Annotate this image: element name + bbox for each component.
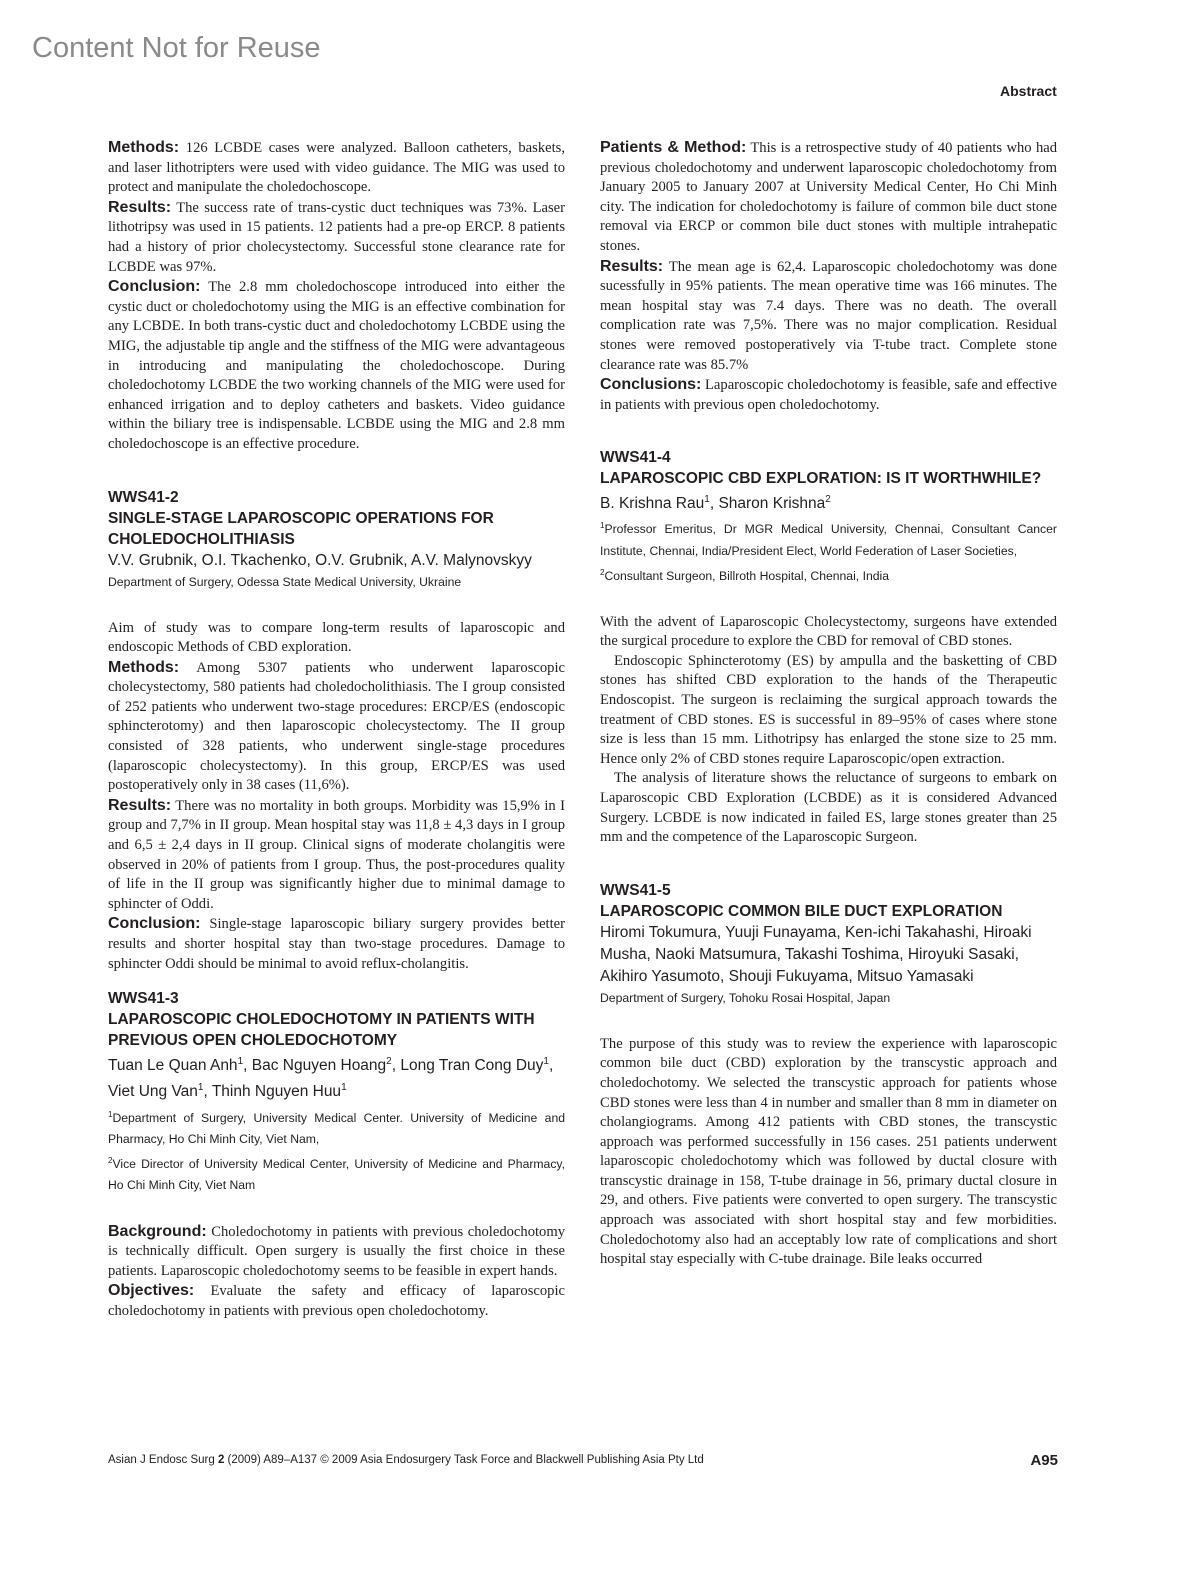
section-label: Abstract	[1000, 83, 1057, 99]
para-label: Objectives:	[108, 1282, 195, 1300]
para-text: The mean age is 62,4. Laparoscopic choledochotomy was done sucessfully in 95% patients. The mean operative time was 166 minutes. The mean hospital stay was 7.4 days. There was no death. The overall complication rate was 7,5%. There was no major complication. Residual stones were removed postoperatively via T-tube tract. Complete stone clearance rate was 85.7%	[600, 258, 1058, 373]
para-label: Methods:	[108, 658, 180, 676]
para-label: Results:	[108, 198, 172, 216]
paragraph	[108, 796, 565, 915]
abstract-id: WWS41-2	[108, 488, 179, 506]
paragraph: Endoscopic Sphincterotomy (ES) by ampulla and the basketting of CBD stones has shifted CBD exploration to the hands of the Therapeutic Endoscopist. The surgeon is reclaiming the surgical approach towards the treatment of CBD stones. ES is successful in 89–95% of cases where stone size is less than 15 mm. Lithotripsy has enlarged the stone size to 25 mm. Hence only 2% of CBD stones require Laparoscopic/open extraction.	[600, 652, 1057, 767]
abstract-title: LAPAROSCOPIC CHOLEDOCHOTOMY IN PATIENTS WITH PREVIOUS OPEN CHOLEDOCHOTOMY	[108, 1011, 535, 1050]
paragraph	[108, 1281, 565, 1321]
paragraph	[108, 658, 565, 796]
abstract-id: WWS41-3	[108, 990, 179, 1008]
abstract-id: WWS41-5	[600, 881, 671, 899]
paragraph	[108, 277, 565, 454]
abstract-title: LAPAROSCOPIC COMMON BILE DUCT EXPLORATION	[600, 902, 1003, 920]
para-text: The 2.8 mm choledochoscope introduced into either the cystic duct or choledochotomy using the MIG is an effective combination for any LCBDE. In both trans-cystic duct and choledochotomy LCBDE using the MIG, the adjustable tip angle and the stiffness of the MIG were advantageous in introducing and manipulating the choledochoscope. During choledochotomy LCBDE the two working channels of the MIG were used for enhanced irrigation and to deploy catheters and baskets. Video guidance within the biliary tree is indispensable. LCBDE using the MIG and 2.8 mm choledochoscope is an effective procedure.	[108, 279, 565, 452]
affiliation: $^2$Consultant Surgeon, Billroth Hospital, Chennai, India	[600, 567, 889, 583]
para-label: Conclusion:	[108, 915, 201, 933]
footer	[108, 1454, 1058, 1472]
paragraph: The purpose of this study was to review the experience with laparoscopic common bile duct (CBD) exploration by the transcystic approach and choledochotomy. We selected the transcystic approach for patients whose CBD stones were less than 4 in number and smaller than 8 mm in diameter on cholangiograms. Among 412 patients with CBD stones, the transcystic approach was performed successfully in 156 cases. 251 patients underwent laparoscopic choledochotomy which was followed by ductal closure with transcystic drainage in 158, T-tube drainage in 56, primary ductal closure in 29, and others. Five patients were converted to open surgery. The transcystic approach was associated with short hospital stay and few morbidities. Choledochotomy also had an acceptably low rate of complications and short hospital stay especially with C-tube drainage. Bile leaks occurred	[600, 1035, 1057, 1268]
paragraph	[600, 375, 1057, 415]
paragraph	[108, 914, 565, 974]
paragraph	[108, 198, 565, 277]
para-text: There was no mortality in both groups. Morbidity was 15,9% in I group and 7,7% in II group. Mean hospital stay was 11,8 ± 4,3 days in I group and 6,5 ± 2,4 days in II group. Clinical signs of moderate cholangitis were observed in 20% of patients from I group. Thus, the post-procedures quality of life in the II group was significantly higher due to minimal damage to sphincter of Oddi.	[108, 797, 565, 912]
abstract-authors: Hiromi Tokumura, Yuuji Funayama, Ken-ichi Takahashi, Hiroaki Musha, Naoki Matsumura, Takashi Toshima, Hiroyuki Sasaki, Akihiro Yasumoto, Shouji Fukuyama, Mitsuo Yamasaki	[600, 923, 1032, 985]
abstract-id: WWS41-4	[600, 449, 671, 467]
abstract-authors: B. Krishna Rau$^1$, Sharon Krishna$^2$	[600, 494, 831, 513]
para-text: This is a retrospective study of 40 patients who had previous choledochotomy and underwent laparoscopic choledochotomy from January 2005 to January 2007 at University Medical Center, Ho Chi Minh city. The indication for choledochotomy is failure of common bile duct stone removal via ERCP or common bile duct stones with multiple intrahepatic stones.	[600, 140, 1058, 254]
para-label: Results:	[600, 257, 664, 275]
affiliation: $^2$Vice Director of University Medical Center, University of Medicine and Pharmacy, Ho Chi Minh City, Viet Nam	[108, 1155, 565, 1192]
affiliation: $^1$Department of Surgery, University Medical Center. University of Medicine and Pharmacy, Ho Chi Minh City, Viet Nam,	[108, 1109, 565, 1146]
paragraph	[108, 1222, 565, 1282]
paragraph	[600, 257, 1057, 376]
journal-citation: Asian J Endosc Surg 2 (2009) A89–A137 © 2009 Asia Endosurgery Task Force and Blackwell Publishing Asia Pty Ltd	[108, 1454, 704, 1466]
abstract-title: SINGLE-STAGE LAPAROSCOPIC OPERATIONS FOR CHOLEDOCHOLITHIASIS	[108, 509, 494, 548]
paragraph: Aim of study was to compare long-term results of laparoscopic and endoscopic Methods of CBD exploration.	[108, 619, 565, 656]
para-label: Background:	[108, 1222, 207, 1240]
abstract-authors: V.V. Grubnik, O.I. Tkachenko, O.V. Grubnik, A.V. Malynovskyy	[108, 551, 532, 569]
page-number: A95	[1030, 1452, 1058, 1469]
para-label: Patients & Method:	[600, 139, 747, 156]
right-column	[600, 138, 1057, 1270]
abstract-authors: Tuan Le Quan Anh$^1$, Bac Nguyen Hoang$^2$, Long Tran Cong Duy$^1$, Viet Ung Van$^1$, Thinh Nguyen Huu$^1$	[108, 1056, 554, 1101]
paragraph: With the advent of Laparoscopic Cholecystectomy, surgeons have extended the surgical procedure to explore the CBD for removal of CBD stones.	[600, 613, 1057, 650]
para-label: Conclusions:	[600, 376, 702, 394]
affiliation: Department of Surgery, Odessa State Medical University, Ukraine	[108, 574, 462, 589]
paragraph	[600, 138, 1057, 257]
left-column	[108, 138, 565, 1322]
para-label: Conclusion:	[108, 278, 201, 296]
para-text: Among 5307 patients who underwent laparoscopic cholecystectomy, 580 patients had choledocholithiasis. The I group consisted of 252 patients who underwent two-stage procedures: ERCP/ES (endoscopic sphincterotomy) and then laparoscopic cholecystectomy. The II group consisted of 328 patients, who underwent single-stage procedures (laparoscopic cholecystectomy). In this group, ERCP/ES was used postoperatively only in 38 cases (11,6%).	[108, 659, 565, 794]
paragraph: The analysis of literature shows the reluctance of surgeons to embark on Laparoscopic CBD Exploration (LCBDE) as it is considered Advanced Surgery. LCBDE is now indicated in failed ES, large stones greater than 25 mm and the competence of the Laparoscopic Surgeon.	[600, 770, 1057, 846]
affiliation: $^1$Professor Emeritus, Dr MGR Medical University, Chennai, Consultant Cancer Institute, Chennai, India/President Elect, World Federation of Laser Societies,	[600, 521, 1057, 558]
para-text: Evaluate the safety and efficacy of laparoscopic choledochotomy in patients with previous open choledochotomy.	[108, 1283, 565, 1319]
para-text: 126 LCBDE cases were analyzed. Balloon catheters, baskets, and laser lithotripters were used with video guidance. The MIG was used to protect and manipulate the choledochoscope.	[108, 140, 565, 196]
affiliation: Department of Surgery, Tohoku Rosai Hospital, Japan	[600, 990, 891, 1005]
para-label: Results:	[108, 796, 172, 814]
paragraph	[108, 138, 565, 198]
para-text: Laparoscopic choledochotomy is feasible, safe and effective in patients with previous open choledochotomy.	[600, 377, 1057, 413]
para-text: Choledochotomy in patients with previous choledochotomy is technically difficult. Open surgery is usually the first choice in these patients. Laparoscopic choledochotomy seems to be feasible in expert hands.	[108, 1223, 566, 1279]
para-label: Methods:	[108, 139, 180, 156]
para-text: Single-stage laparoscopic biliary surgery provides better results and shorter hospital stay than two-stage procedures. Damage to sphincter Oddi should be minimal to avoid reflux-cholangitis.	[108, 916, 565, 972]
para-text: The success rate of trans-cystic duct techniques was 73%. Laser lithotripsy was used in 15 patients. 12 patients had a pre-op ERCP. 8 patients had a history of prior cholecystectomy. Successful stone clearance rate for LCBDE was 97%.	[108, 199, 565, 275]
abstract-title: LAPAROSCOPIC CBD EXPLORATION: IS IT WORTHWHILE?	[600, 470, 1042, 488]
watermark: Content Not for Reuse	[32, 32, 321, 64]
